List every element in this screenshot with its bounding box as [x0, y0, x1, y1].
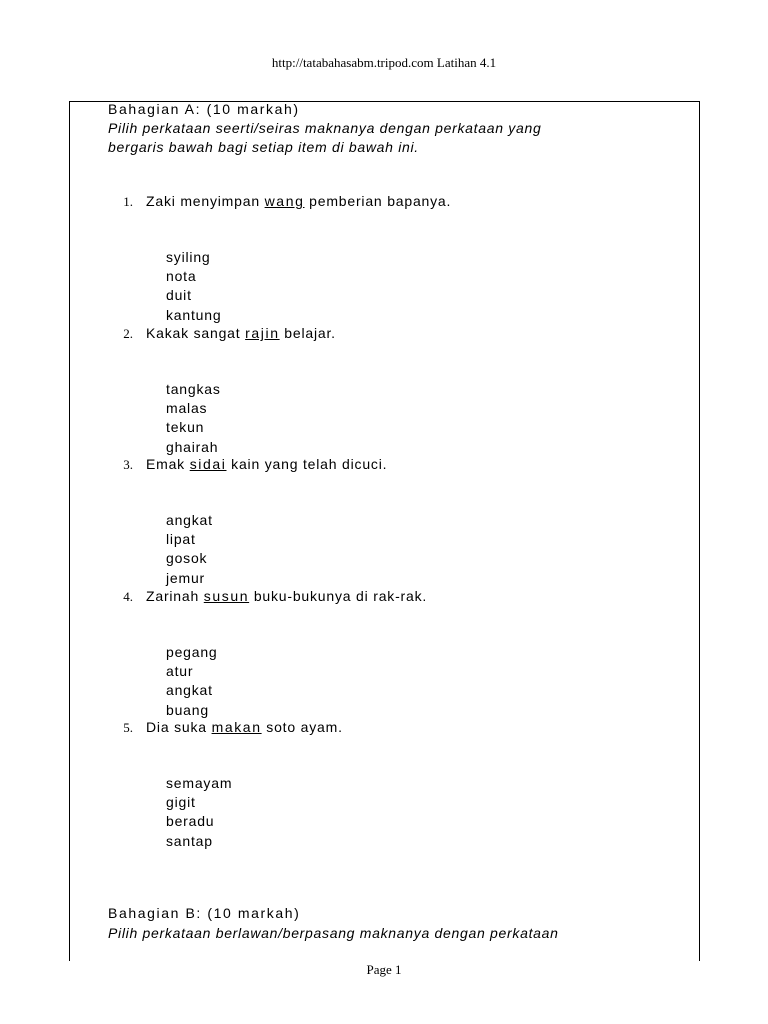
question-text-before: Emak — [146, 456, 190, 472]
question-text — [146, 456, 387, 472]
answer-option: lipat — [166, 531, 196, 547]
answer-option: tangkas — [166, 381, 221, 397]
section-a-title: Bahagian A: (10 markah) — [108, 101, 300, 117]
underlined-word: wang — [264, 193, 305, 209]
question-text — [146, 193, 451, 209]
answer-option: beradu — [166, 813, 215, 829]
question-text-after: pemberian bapanya. — [304, 193, 452, 209]
section-b-instruction-line1: Pilih perkataan berlawan/berpasang maknanya dengan perkataan — [108, 925, 559, 941]
answer-option: malas — [166, 400, 208, 416]
answer-option: santap — [166, 833, 213, 849]
page-footer: Page 1 — [366, 962, 402, 977]
answer-option: gosok — [166, 550, 208, 566]
question-text — [146, 719, 343, 735]
section-b-title: Bahagian B: (10 markah) — [108, 905, 301, 921]
question-text-after: belajar. — [279, 325, 336, 341]
question-number: 5. — [123, 720, 133, 735]
answer-option: semayam — [166, 775, 233, 791]
question-number: 4. — [123, 589, 133, 604]
answer-option: kantung — [166, 307, 222, 323]
underlined-word: susun — [203, 588, 250, 604]
answer-option: duit — [166, 287, 192, 303]
question-text-before: Kakak sangat — [146, 325, 246, 341]
question-number: 1. — [123, 194, 133, 209]
answer-option: jemur — [166, 570, 206, 586]
exercise-box — [69, 101, 700, 961]
answer-option: tekun — [166, 419, 205, 435]
question-text-before: Dia suka — [146, 719, 212, 735]
section-a-instruction-line2: bergaris bawah bagi setiap item di bawah ini. — [108, 139, 419, 155]
page-header: http://tatabahasabm.tripod.com Latihan 4.1 — [271, 55, 497, 70]
answer-option: pegang — [166, 644, 218, 660]
answer-option: angkat — [166, 682, 213, 698]
answer-option: angkat — [166, 512, 213, 528]
question-text — [146, 588, 427, 604]
question-number: 3. — [123, 457, 133, 472]
answer-option: atur — [166, 663, 194, 679]
underlined-word: rajin — [245, 325, 280, 341]
question-text-after: kain yang telah dicuci. — [226, 456, 388, 472]
question-text-after: soto ayam. — [261, 719, 343, 735]
answer-option: ghairah — [166, 439, 219, 455]
answer-option: nota — [166, 268, 197, 284]
answer-option: gigit — [166, 794, 196, 810]
underlined-word: sidai — [189, 456, 227, 472]
question-text — [146, 325, 336, 341]
section-a-instruction-line1: Pilih perkataan seerti/seiras maknanya dengan perkataan yang — [108, 120, 542, 136]
question-text-after: buku-bukunya di rak-rak. — [249, 588, 428, 604]
question-number: 2. — [123, 326, 133, 341]
answer-option: buang — [166, 702, 209, 718]
question-text-before: Zaki menyimpan — [146, 193, 265, 209]
underlined-word: makan — [211, 719, 262, 735]
question-text-before: Zarinah — [146, 588, 204, 604]
answer-option: syiling — [166, 249, 211, 265]
